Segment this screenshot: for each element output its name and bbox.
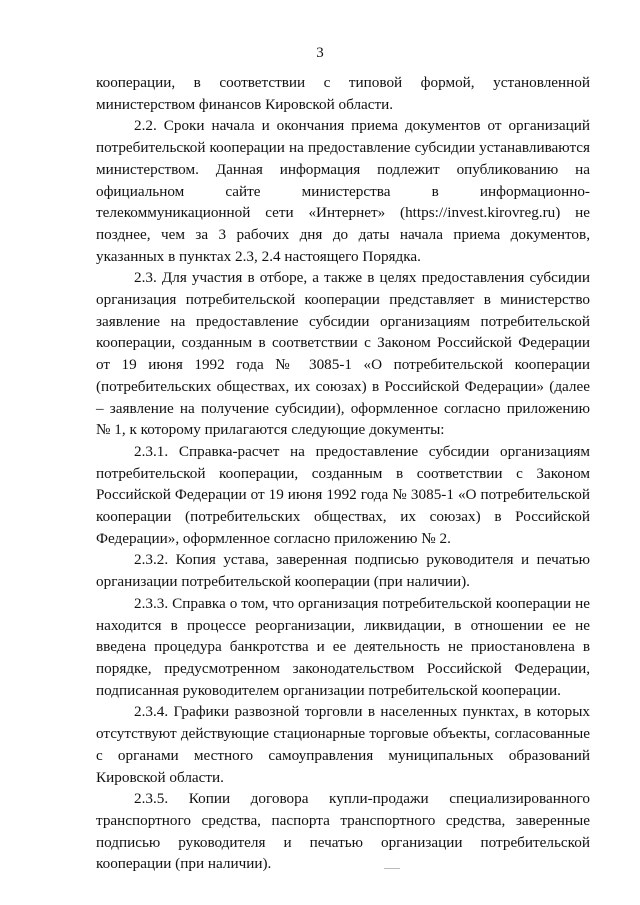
- paragraph-2-2: 2.2. Сроки начала и окончания приема документов от организаций потребительской кооперации на предоставление субсидии устанавливаются министерством. Данная информация подлежит опубликованию на официальном сайте министерства в информационно-телекоммуникационной сети «Интернет» (https://invest.kirovreg.ru) не позднее, чем за 3 рабочих дня до даты начала приема документов, указанных в пунктах 2.3, 2.4 настоящего Порядка.: [96, 117, 590, 265]
- paragraph-2-3-2: 2.3.2. Копия устава, заверенная подписью руководителя и печатью организации потребительской кооперации (при наличии).: [96, 551, 590, 591]
- paragraph-2-3-3: 2.3.3. Справка о том, что организация потребительской кооперации не находится в процессе реорганизации, ликвидации, в отношении ее не введена процедура банкротства и ее деятельность не приостановлена в порядке, предусмотренном законодательством Российской Федерации, подписанная руководителем организации потребительской кооперации.: [96, 594, 590, 699]
- scan-mark: [384, 868, 400, 869]
- page-number: 3: [316, 45, 324, 61]
- paragraph-2-3-5: 2.3.5. Копии договора купли-продажи специализированного транспортного средства, паспорта транспортного средства, заверенные подписью руководителя и печатью организации потребительской кооперации (при наличии).: [96, 790, 590, 873]
- paragraph-2-3: 2.3. Для участия в отборе, а также в целях предоставления субсидии организация потребительской кооперации представляет в министерство заявление на предоставление субсидии организациям потребительской кооперации, созданным в соответствии с Законом Российской Федерации от 19 июня 1992 года № 3085-1 «О потребительской кооперации (потребительских обществах, их союзах) в Российской Федерации» (далее – заявление на получение субсидии), оформленное согласно приложению № 1, к которому прилагаются следующие документы:: [96, 269, 590, 439]
- paragraph-2-3-1: 2.3.1. Справка-расчет на предоставление субсидии организациям потребительской кооперации, созданным в соответствии с Законом Российской Федерации от 19 июня 1992 года № 3085-1 «О потребительской кооперации (потребительских обществах, их союзах) в Российской Федерации», оформленное согласно приложению № 2.: [96, 442, 590, 547]
- paragraph-continuation: кооперации, в соответствии с типовой формой, установленной министерством финансов Кировской области.: [96, 74, 590, 113]
- document-body: [96, 72, 590, 875]
- paragraph-2-3-4: 2.3.4. Графики развозной торговли в населенных пунктах, в которых отсутствуют действующие стационарные торговые объекты, согласованные с органами местного самоуправления муниципальных образований Кировской области.: [96, 703, 590, 786]
